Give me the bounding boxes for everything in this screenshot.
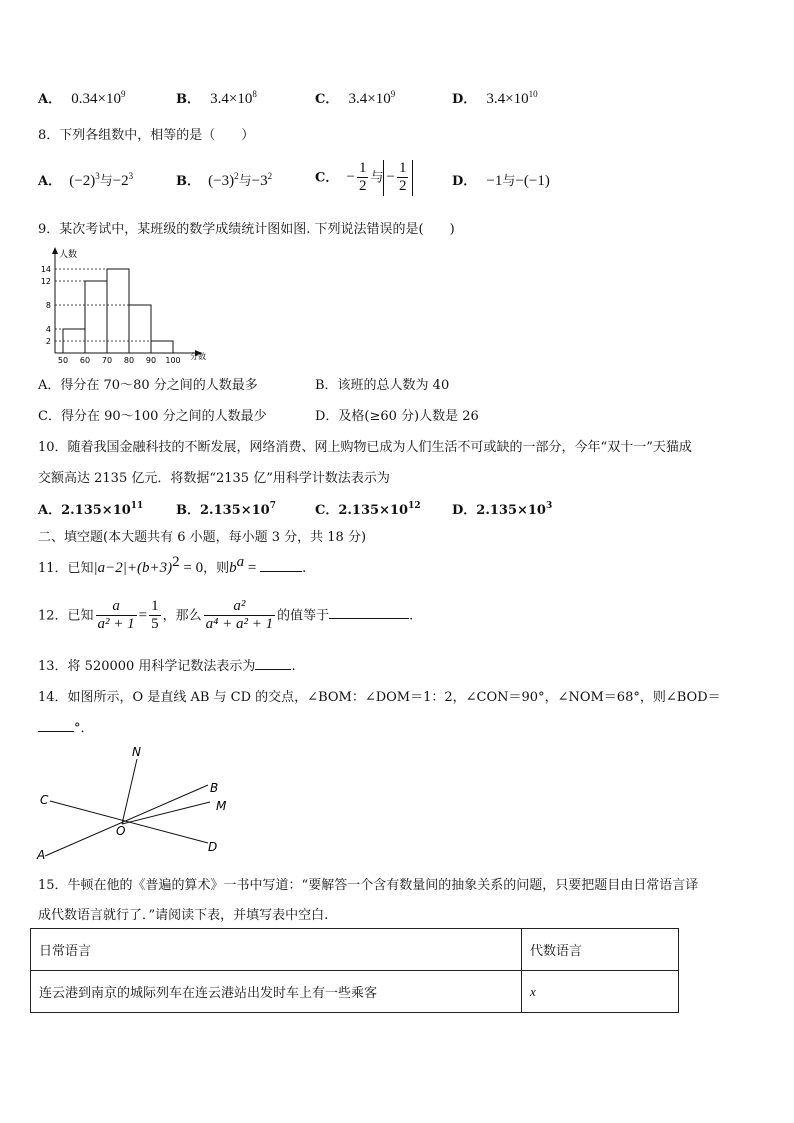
label-a: A (37, 848, 46, 862)
y-tick-label: 4 (45, 325, 51, 334)
table-header-cell: 代数语言 (522, 929, 679, 971)
q12-fraction-1: $\frac{a}{\text{a² + 1}}$ (97, 598, 135, 633)
q9-option-a: A．得分在 70～80 分之间的人数最多 (38, 378, 258, 393)
q11-answer-blank[interactable] (260, 559, 302, 572)
histogram-bar-90-100 (151, 341, 173, 353)
q13: 13．将 520000 用科学记数法表示为 . (38, 659, 296, 674)
label-n: N (132, 745, 141, 759)
ray-on (122, 759, 137, 824)
q9-option-d: D．及格(≥60 分)人数是 26 (315, 409, 479, 424)
label-d: D (208, 840, 218, 854)
q7-option-c: C． $3.4\times 10^9$ (315, 89, 396, 107)
q9-stem: 9．某次考试中，某班级的数学成绩统计图如图. 下列说法错误的是( ) (38, 222, 455, 237)
q12: 12．已知 $\frac{a}{\text{a² + 1}}$ = $\frac{1}{5}$ ，那么 $\frac{\text{a²}}{\text{a⁴ + a² + 1}}$ 的值等于 . (38, 598, 414, 633)
table-cell: x (522, 971, 679, 1013)
q7-option-a: A． $0.34\times 10^9$ (38, 89, 126, 107)
histogram-bar-50-60 (63, 329, 85, 353)
q10-option-c: C．$2.135\times 10^{12}$ (315, 501, 421, 518)
q10-option-a: A．$2.135\times 10^{11}$ (38, 501, 144, 518)
q10-line2: 交额高达 2135 亿元．将数据“2135 亿”用科学计数法表示为 (38, 471, 390, 486)
histogram-bar-80-90 (129, 305, 151, 353)
y-tick-label: 14 (40, 265, 51, 274)
q13-answer-blank[interactable] (255, 657, 291, 670)
q15-line1: 15．牛顿在他的《普遍的算术》一书中写道：“要解答一个含有数量间的抽象关系的问题，只要把题目由日常语言译 (38, 878, 699, 893)
x-tick-label: 100 (165, 356, 181, 365)
table-header-cell: 日常语言 (31, 929, 522, 971)
label-c: C (40, 793, 49, 807)
x-tick-label: 70 (101, 356, 113, 365)
q15-line2: 成代数语言就行了．”请阅读下表，并填写表中空白. (38, 908, 329, 923)
q12-fraction-3: $\frac{\text{a²}}{\text{a⁴ + a² + 1}}$ (205, 598, 274, 633)
q14-line2: °． (38, 717, 94, 736)
q12-fraction-2: $\frac{1}{5}$ (151, 598, 159, 633)
ray-om (122, 802, 210, 824)
q14-line1: 14．如图所示，O 是直线 AB 与 CD 的交点，∠BOM：∠DOM＝1：2，∠CON＝90°，∠NOM＝68°，则∠BOD＝ (38, 690, 721, 705)
q9-option-c: C．得分在 90～100 分之间的人数最少 (38, 409, 267, 424)
q8-c-abs: − $\frac{1}{2}$ (383, 160, 413, 196)
histogram-bar-70-80 (107, 269, 129, 353)
q8-option-a: A． $(-2)^3$与$-2^3$ (38, 171, 134, 189)
q12-answer-blank[interactable] (329, 606, 409, 619)
x-tick-label: 90 (145, 356, 157, 365)
table-cell: 连云港到南京的城际列车在连云港站出发时车上有一些乘客 (31, 971, 522, 1013)
q9-option-b: B．该班的总人数为 40 (315, 378, 450, 393)
line-ab (45, 785, 208, 856)
y-axis-label: 人数 (59, 250, 78, 260)
q8-c-fraction: $\frac{1}{2}$ (358, 160, 367, 195)
q8-option-c: C． − $\frac{1}{2}$ 与 − $\frac{1}{2}$ (315, 160, 413, 196)
q14-figure (30, 740, 250, 865)
q10-line1: 10．随着我国金融科技的不断发展，网络消费、网上购物已成为人们生活不可或缺的一部分，今年“双十一”天猫成 (38, 440, 692, 455)
y-tick-label: 8 (45, 301, 51, 310)
y-tick-label: 2 (45, 337, 51, 346)
q8-option-d: D． −1与−(−1) (452, 173, 550, 189)
table-header-row (31, 929, 679, 971)
label-b: B (210, 781, 219, 795)
x-tick-label: 80 (123, 356, 135, 365)
q10-option-d: D．$2.135\times 10^3$ (452, 501, 553, 518)
label-o: O (116, 824, 126, 838)
y-tick-label: 12 (40, 277, 51, 286)
label-m: M (216, 799, 227, 813)
q8-stem: 8．下列各组数中，相等的是（ ） (38, 128, 255, 143)
y-axis-arrow (52, 247, 58, 254)
q7-option-d: D． $3.4\times 10^{10}$ (452, 89, 538, 107)
q7-option-b: B． $3.4\times 10^8$ (176, 89, 257, 107)
histogram-bar-60-70 (85, 281, 107, 353)
q14-answer-blank[interactable] (38, 719, 74, 732)
q15-table (30, 928, 679, 1013)
x-axis-label: 分数 (190, 352, 206, 361)
x-tick-label: 50 (57, 356, 69, 365)
q11: 11．已知$|a-2|+(b+3)^2 = 0$，则$b^a$ = . (38, 554, 307, 576)
histogram-chart (30, 245, 220, 365)
table-row (31, 971, 679, 1013)
q10-option-b: B．$2.135\times 10^7$ (176, 501, 276, 518)
x-tick-label: 60 (79, 356, 91, 365)
q8-option-b: B． $(-3)^2$与$-3^2$ (176, 171, 273, 189)
section-heading: 二、填空题(本大题共有 6 小题，每小题 3 分，共 18 分) (38, 530, 367, 545)
